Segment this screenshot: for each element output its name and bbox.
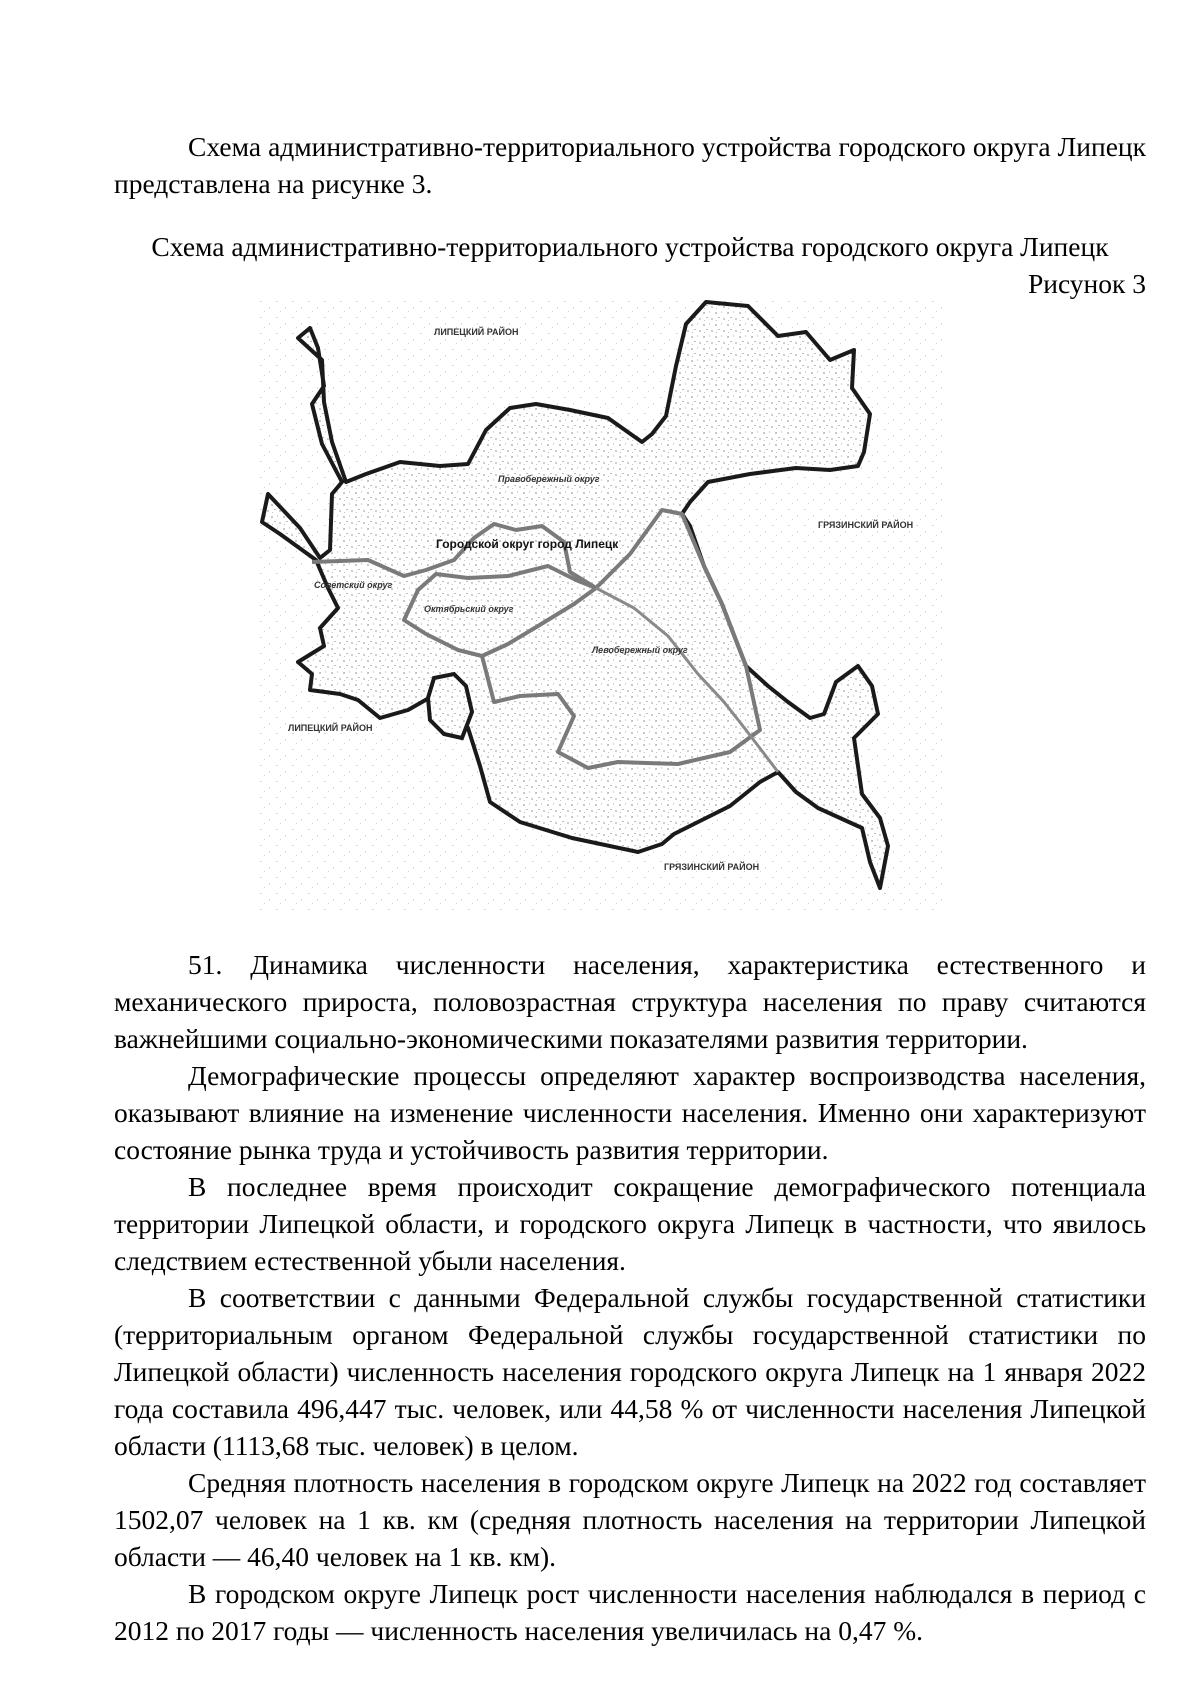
figure-number: Рисунок 3 (1027, 268, 1146, 299)
label-city: Городской округ город Липецк (436, 537, 619, 551)
figure-title: Схема административно-территориального устройства городского округа Липецк (151, 231, 1109, 262)
paragraph-3: В последнее время происходит сокращение демографического потенциала территории Липецкой области, и городского округа Липецк в частности, что явилось следствием естественной убыли населения. (114, 1171, 1146, 1276)
label-sovetsky: Советский округ (314, 580, 393, 590)
label-oktyabrsky: Октябрьский округ (424, 604, 514, 614)
paragraph-4: В соответствии с данными Федеральной службы государственной статистики (территориальным органом Федеральной службы государственной статистики по Липецкой области) численность населения городского округа Липецк на 1 января 2022 года составила 496,447 тыс. человек, или 44,58 % от численности населения Липецкой области (1113,68 тыс. человек) в целом. (114, 1282, 1146, 1461)
label-lipetsk-rayon-top: ЛИПЕЦКИЙ РАЙОН (434, 327, 519, 337)
district-map (258, 298, 942, 910)
label-levoberezhny: Левобережный округ (592, 645, 688, 655)
intro-paragraph: Схема административно-территориального устройства городского округа Липецк представлена на рисунке 3. (114, 131, 1146, 199)
label-gryazinsky-bottom: ГРЯЗИНСКИЙ РАЙОН (664, 862, 760, 872)
paragraph-6: В городском округе Липецк рост численности населения наблюдался в период с 2012 по 2017 годы — численность населения увеличилась на 0,47 %. (114, 1578, 1146, 1646)
paragraph-2: Демографические процессы определяют характер воспроизводства населения, оказывают влияние на изменение численности населения. Именно они характеризуют состояние рынка труда и устойчивость развития территории. (114, 1060, 1146, 1165)
label-pravoberezhny: Правобережный округ (498, 474, 600, 484)
body-text (114, 946, 1146, 1649)
paragraph-5: Средняя плотность населения в городском округе Липецк на 2022 год составляет 1502,07 человек на 1 кв. км (средняя плотность населения на территории Липецкой области — 46,40 человек на 1 кв. км). (114, 1467, 1146, 1572)
paragraph-1: 51. Динамика численности населения, характеристика естественного и механического прироста, половозрастная структура населения по праву считаются важнейшими социально-экономическими показателями развития территории. (114, 949, 1146, 1054)
intro-block (114, 128, 1146, 202)
label-gryazinsky-right: ГРЯЗИНСКИЙ РАЙОН (818, 520, 914, 530)
label-lipetsk-rayon-left: ЛИПЕЦКИЙ РАЙОН (288, 723, 373, 733)
figure-caption (114, 228, 1146, 302)
